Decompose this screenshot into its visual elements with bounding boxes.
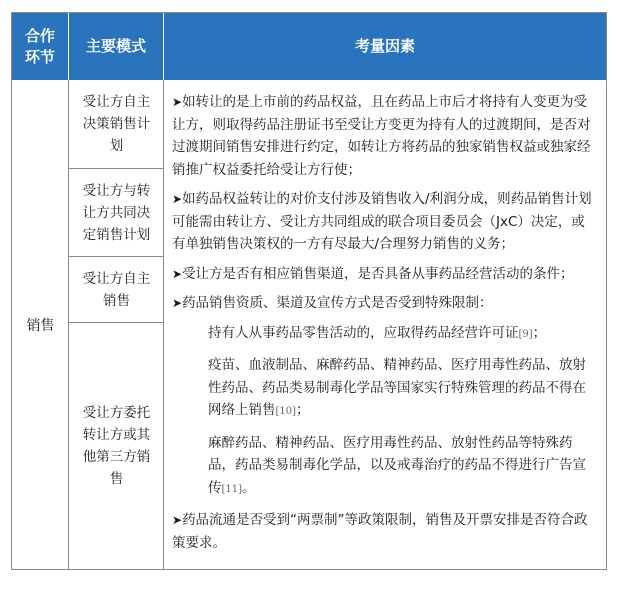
factor-item: ➤如药品权益转让的对价支付涉及销售收入/利润分成，则药品销售计划可能需由转让方、受让方共同组成的联合项目委员会（JxC）决定，或有单独销售决策权的一方有尽最大/合理努力销售的义务； (172, 191, 592, 252)
citation: [9] (518, 328, 533, 340)
citation: [11] (221, 483, 243, 495)
factor-item: ➤药品流通是否受到“两票制”等政策限制，销售及开票安排是否符合政策要求。 (172, 512, 588, 551)
factor-item: ➤药品销售资质、渠道及宣传方式是否受到特殊限制： (172, 295, 493, 311)
restriction-item: 麻醉药品、精神药品、医疗用毒性药品、放射性药品等特殊药品，药品类易制毒化学品，以及戒毒治疗的药品不得进行广告宣传[11]。 (208, 434, 586, 496)
restriction-item: 持有人从事药品零售活动的，应取得药品经营许可证[9]； (208, 324, 547, 341)
arrow-bullet-icon: ➤ (172, 296, 183, 310)
considerations-table (11, 12, 607, 570)
citation: [10] (275, 406, 297, 417)
header-factors: 考量因素 (354, 37, 415, 55)
mode-cell: 受让方自主决策销售计划 (82, 94, 151, 154)
mode-cell: 受让方自主销售 (82, 270, 151, 309)
header-mode: 主要模式 (69, 13, 164, 80)
mode-cell: 受让方与转让方共同决定销售计划 (82, 182, 151, 243)
arrow-bullet-icon: ➤ (172, 192, 183, 206)
header-segment: 合作环节 (12, 13, 69, 80)
factor-item: ➤受让方是否有相应销售渠道，是否具备从事药品经营活动的条件； (172, 265, 574, 282)
arrow-bullet-icon: ➤ (172, 513, 183, 527)
mode-cell: 受让方委托转让方或其他第三方销售 (82, 405, 151, 487)
arrow-bullet-icon: ➤ (172, 266, 183, 281)
table-header (12, 13, 606, 80)
factors-cell (164, 80, 606, 569)
segment-cell: 销售 (26, 317, 55, 334)
arrow-bullet-icon: ➤ (172, 95, 183, 109)
restriction-item: 疫苗、血液制品、麻醉药品、精神药品、医疗用毒性药品、放射性药品、药品类易制毒化学品等国家实行特殊管理的药品不得在网络上销售[10]； (208, 357, 586, 418)
factor-item: ➤如转让的是上市前的药品权益，且在药品上市后才将持有人变更为受让方，则取得药品注册证书至受让方变更为持有人的过渡期间，是否对过渡期间销售安排进行约定，如转让方将药品的独家销售权益或独家经销推广权益委托给受让方行使； (172, 94, 591, 178)
